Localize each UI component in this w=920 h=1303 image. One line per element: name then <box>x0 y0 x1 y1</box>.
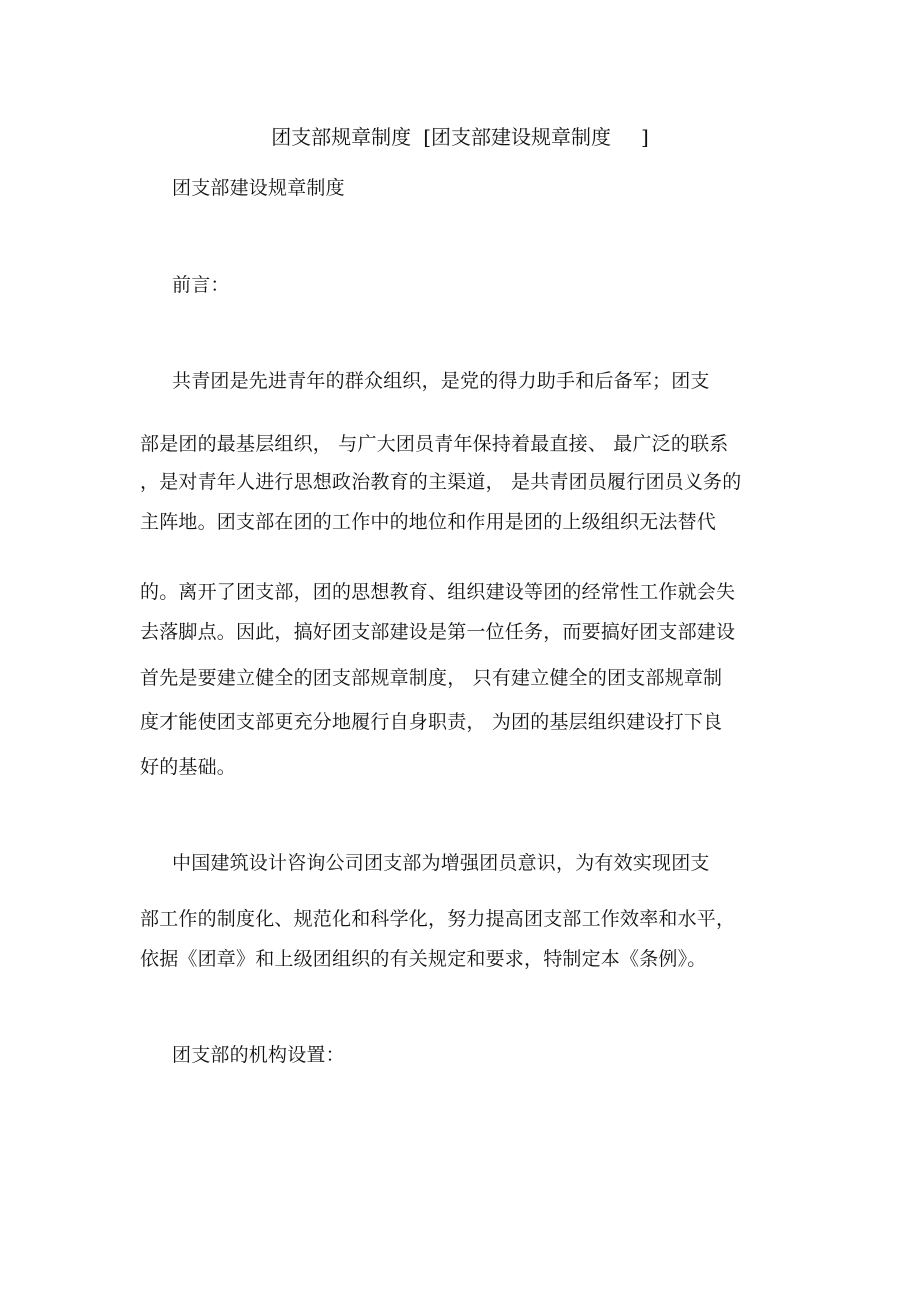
paragraph2-line: 中国建筑设计咨询公司团支部为增强团员意识，为有效实现团支 <box>172 852 710 874</box>
paragraph1-line: ，是对青年人进行思想政治教育的主渠道， 是共青团员履行团员义务的 <box>140 471 742 493</box>
paragraph1-line: 去落脚点。因此，搞好团支部建设是第一位任务，而要搞好团支部建设 <box>140 621 736 643</box>
paragraph1-line: 度才能使团支部更充分地履行自身职责， 为团的基层组织建设打下良 <box>140 711 723 733</box>
paragraph1-line: 好的基础。 <box>140 756 237 778</box>
document-title <box>0 124 920 150</box>
title-bracket-open: [ <box>423 125 431 149</box>
paragraph2-line: 部工作的制度化、规范化和科学化，努力提高团支部工作效率和水平， <box>140 908 736 930</box>
section-heading: 团支部的机构设置： <box>172 1044 345 1066</box>
paragraph1-line: 部是团的最基层组织， 与广大团员青年保持着最直接、 最广泛的联系 <box>140 433 729 455</box>
paragraph2-line: 依据《团章》和上级团组织的有关规定和要求，特制定本《条例》。 <box>140 948 707 970</box>
paragraph1-line: 首先是要建立健全的团支部规章制度， 只有建立健全的团支部规章制 <box>140 667 723 689</box>
paragraph1-line: 共青团是先进青年的群众组织，是党的得力助手和后备军；团支 <box>172 370 710 392</box>
title-sub: 团支部建设规章制度 <box>431 125 611 149</box>
paragraph1-line: 主阵地。团支部在团的工作中的地位和作用是团的上级组织无法替代 <box>140 511 717 533</box>
document-subtitle: 团支部建设规章制度 <box>172 177 345 199</box>
title-bracket-close: ] <box>641 125 649 149</box>
preface-heading: 前言： <box>172 274 230 296</box>
paragraph1-line: 的。离开了团支部，团的思想教育、组织建设等团的经常性工作就会失 <box>140 581 736 603</box>
title-main: 团支部规章制度 <box>271 125 412 149</box>
